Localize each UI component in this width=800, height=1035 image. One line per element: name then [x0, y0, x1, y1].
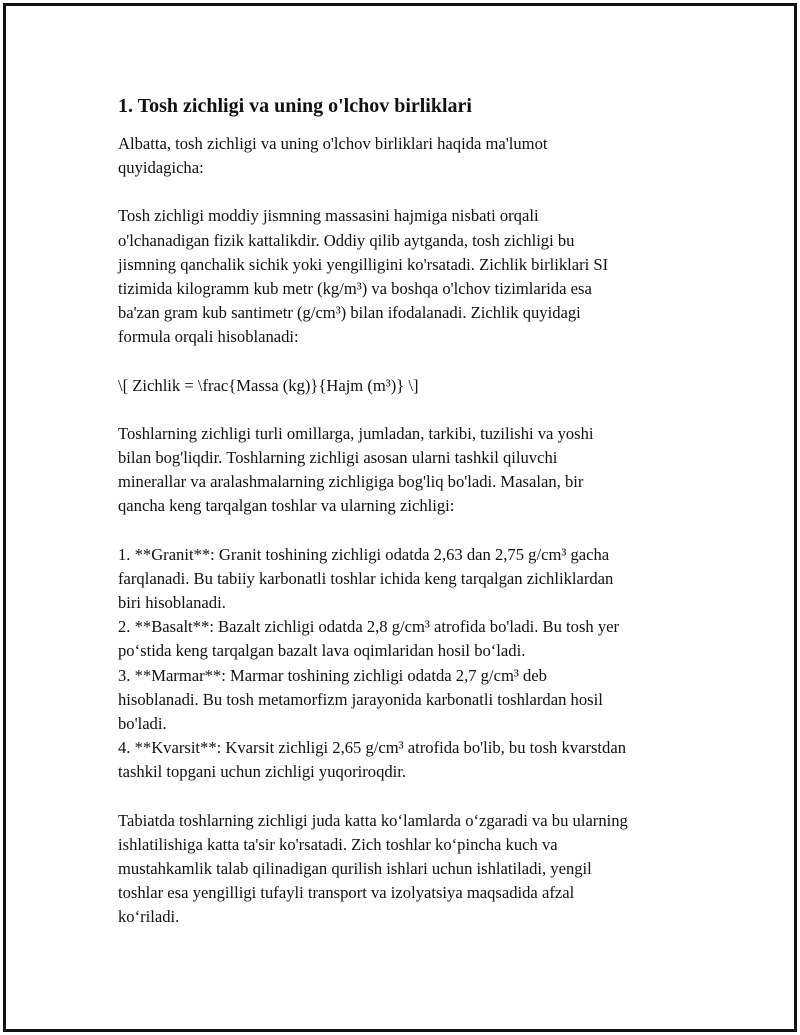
text-line: 4. **Kvarsit**: Kvarsit zichligi 2,65 g/cm³ atrofida bo'lib, bu tosh kvarstdan — [118, 738, 626, 758]
text-line: jismning qanchalik sichik yoki yengilligini ko'rsatadi. Zichlik birliklari SI — [118, 254, 609, 274]
list-item-basalt — [118, 615, 698, 663]
list-item-marmar — [118, 664, 698, 737]
text-line: Tosh zichligi moddiy jismning massasini hajmiga nisbati orqali — [118, 206, 539, 226]
section-heading: 1. Tosh zichligi va uning o'lchov birliklari — [118, 95, 472, 117]
text-line: tashkil topgani uchun zichligi yuqoriroqdir. — [118, 762, 407, 782]
text-line: ko‘riladi. — [118, 907, 180, 927]
text-line: toshlar esa yengilligi tufayli transport va izolyatsiya maqsadida afzal — [118, 883, 575, 903]
document-body — [118, 92, 698, 954]
formula-line — [118, 374, 698, 398]
list-item-granit — [118, 543, 698, 616]
rock-density-list — [118, 543, 698, 785]
definition-paragraph — [118, 204, 698, 349]
text-line: quyidagicha: — [118, 158, 204, 178]
text-line: o'lchanadigan fizik kattalikdir. Oddiy qilib aytganda, tosh zichligi bu — [118, 230, 575, 250]
text-line: farqlanadi. Bu tabiiy karbonatli toshlar ichida keng tarqalgan zichliklardan — [118, 568, 614, 588]
text-line: minerallar va aralashmalarning zichligiga bog'liq bo'ladi. Masalan, bir — [118, 472, 584, 492]
list-item-kvarsit — [118, 736, 698, 784]
text-line: 1. **Granit**: Granit toshining zichligi odatda 2,63 dan 2,75 g/cm³ gacha — [118, 544, 610, 564]
text-line: 3. **Marmar**: Marmar toshining zichligi odatda 2,7 g/cm³ deb — [118, 665, 547, 685]
formula-text: \[ Zichlik = \frac{Massa (kg)}{Hajm (m³)} \] — [118, 375, 419, 395]
text-line: 2. **Basalt**: Bazalt zichligi odatda 2,8 g/cm³ atrofida bo'ladi. Bu tosh yer — [118, 617, 620, 637]
text-line: Albatta, tosh zichligi va uning o'lchov birliklari haqida ma'lumot — [118, 134, 548, 153]
text-line: ishlatilishiga katta ta'sir ko'rsatadi. Zich toshlar ko‘pincha kuch va — [118, 834, 558, 854]
factors-paragraph — [118, 422, 698, 519]
text-line: biri hisoblanadi. — [118, 593, 226, 613]
text-line: mustahkamlik talab qilinadigan qurilish ishlari uchun ishlatiladi, yengil — [118, 859, 592, 879]
conclusion-paragraph — [118, 809, 698, 930]
text-line: tizimida kilogramm kub metr (kg/m³) va boshqa o'lchov tizimlarida esa — [118, 279, 592, 299]
text-line: Tabiatda toshlarning zichligi juda katta ko‘lamlarda o‘zgaradi va bu ularning — [118, 810, 628, 830]
text-line: Toshlarning zichligi turli omillarga, jumladan, tarkibi, tuzilishi va yoshi — [118, 423, 594, 443]
text-line: ba'zan gram kub santimetr (g/cm³) bilan ifodalanadi. Zichlik quyidagi — [118, 303, 581, 323]
text-line: formula orqali hisoblanadi: — [118, 327, 299, 347]
text-line: hisoblanadi. Bu tosh metamorfizm jarayonida karbonatli toshlardan hosil — [118, 689, 603, 709]
text-line: bilan bog'liqdir. Toshlarning zichligi asosan ularni tashkil qiluvchi — [118, 448, 558, 468]
text-line: qancha keng tarqalgan toshlar va ularning zichligi: — [118, 496, 455, 516]
text-line: bo'ladi. — [118, 714, 167, 734]
intro-paragraph — [118, 132, 698, 180]
text-line: po‘stida keng tarqalgan bazalt lava oqimlaridan hosil bo‘ladi. — [118, 641, 526, 661]
